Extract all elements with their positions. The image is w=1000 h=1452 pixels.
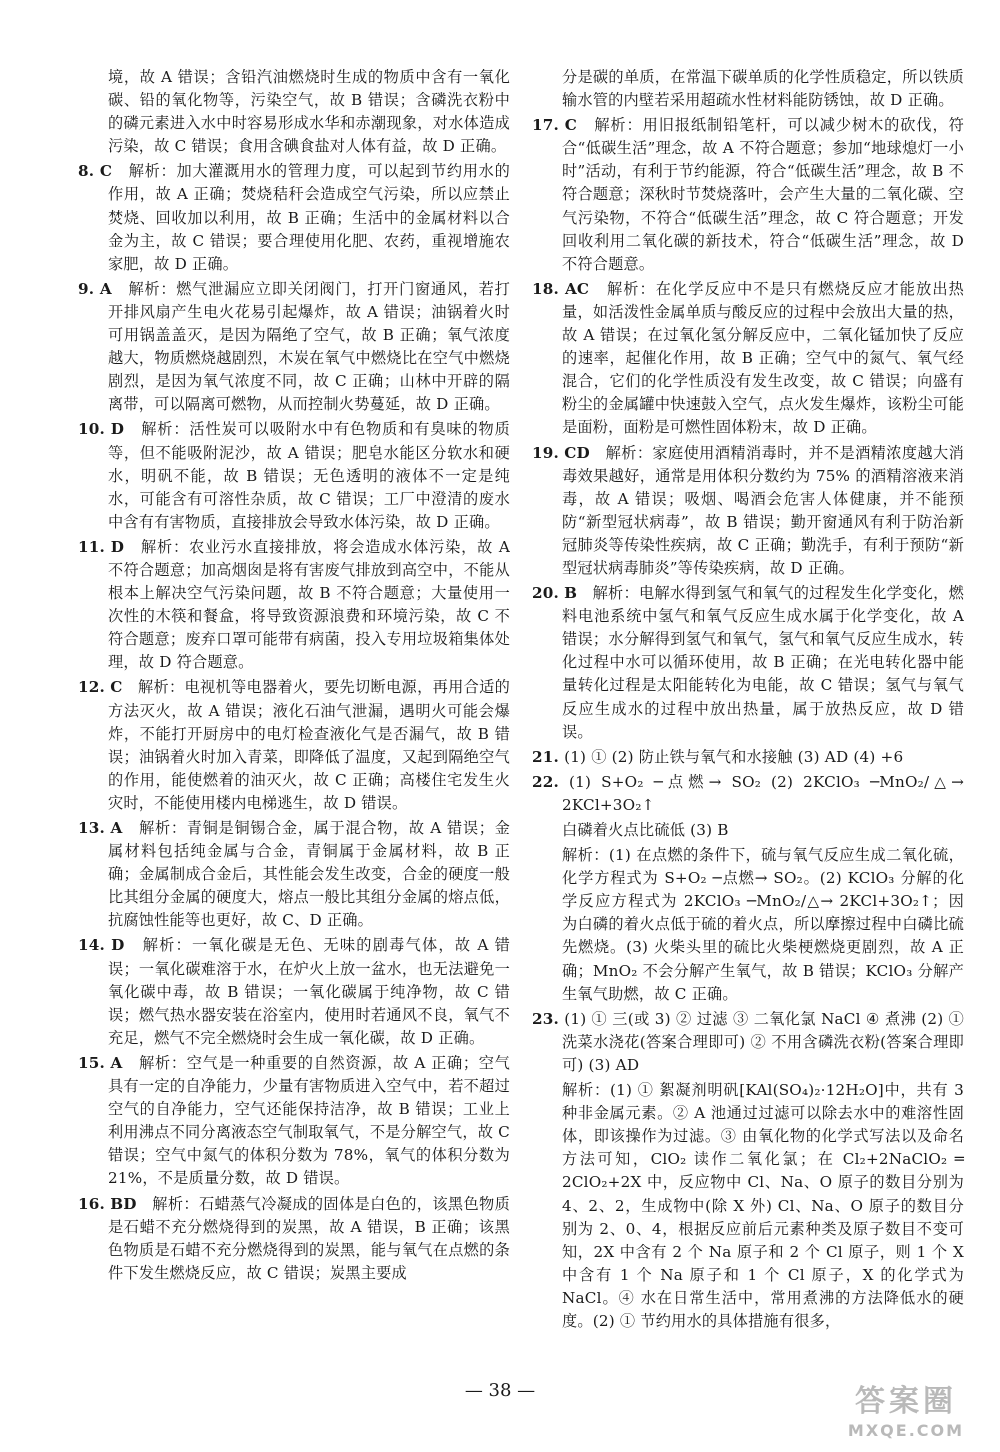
answer-text: 解析：电解水得到氢气和氧气的过程发生化学变化，燃料电池系统中氢气和氧气反应生成水属于化学变化，故 A 错误；水分解得到氢气和氧气，氢气和氧气反应生成水，转化过程中水可以循环使用，故 B 正确；在光电转化器中能量转化过程是太阳能转化为电能，故 C 错误；氢气与氧气反应生成水的过程中放出热量，属于放热反应，故 D 错误。 bbox=[562, 584, 964, 741]
answer-item bbox=[532, 66, 964, 112]
page-number: — 38 — bbox=[464, 1380, 536, 1401]
answer-item bbox=[78, 160, 510, 275]
answer-text: 解析：加大灌溉用水的管理力度，可以起到节约用水的作用，故 A 正确；焚烧秸秆会造成空气污染，所以应禁止焚烧、回收加以利用，故 B 正确；生活中的金属材料以合金为主，故 C 错误；要合理使用化肥、农药，重视增施农家肥，故 D 正确。 bbox=[108, 162, 510, 273]
answer-text: 解析：石蜡蒸气冷凝成的固体是白色的，该黑色物质是石蜡不充分燃烧得到的炭黑，故 A 错误，B 正确；该黑色物质是石蜡不充分燃烧得到的炭黑，能与氧气在点燃的条件下发生燃烧反应，故 C 错误；炭黑主要成 bbox=[108, 1194, 510, 1282]
answer-text: 解析：电视机等电器着火，要先切断电源，再用合适的方法灭火，故 A 错误；液化石油气泄漏，遇明火可能会爆炸，不能打开厨房中的电灯检查液化气是否漏气，故 B 错误；油锅着火时加入青菜，即降低了温度，又起到隔绝空气的作用，能使燃着的油灭火，故 C 正确；高楼住宅发生火灾时，不能使用楼内电梯逃生，故 D 错误。 bbox=[108, 678, 510, 812]
answer-choice: C bbox=[564, 116, 578, 135]
right-column bbox=[532, 66, 964, 1335]
answer-item bbox=[78, 934, 510, 1049]
question-number: 13. bbox=[78, 819, 106, 837]
question-number: 19. bbox=[532, 443, 560, 462]
answer-text: 解析：燃气泄漏应立即关闭阀门，打开门窗通风，若打开排风扇产生电火花易引起爆炸，故 A 错误；油锅着火时可用锅盖盖灭，是因为隔绝了空气，故 B 正确；氧气浓度越大，物质燃烧越剧烈，木炭在氧气中燃烧比在空气中燃烧剧烈，是因为氧气浓度不同，故 C 正确；山林中开辟的隔离带，可以隔离可燃物，从而控制火势蔓延，故 D 正确。 bbox=[108, 279, 510, 414]
question-number: 21. bbox=[532, 747, 560, 766]
question-number: 10. bbox=[78, 420, 106, 439]
answer-choice: A bbox=[99, 279, 112, 298]
answer-text: 境，故 A 错误；含铅汽油燃烧时生成的物质中含有一氧化碳、铅的氧化物等，污染空气，故 B 错误；含磷洗衣粉中的磷元素进入水中时容易形成水华和赤潮现象，对水体造成污染，故 C 错误；食用含碘食盐对人体有益，故 D 正确。 bbox=[108, 68, 510, 156]
question-number: 11. bbox=[78, 537, 106, 556]
answer-choice: BD bbox=[110, 1194, 137, 1213]
answer-item bbox=[78, 1193, 510, 1285]
answer-choice: C bbox=[99, 162, 113, 181]
left-column bbox=[78, 66, 510, 1287]
answer-choice: B bbox=[564, 584, 578, 603]
answer-text: 解析：空气是一种重要的自然资源，故 A 正确；空气具有一定的自净能力，少量有害物质进入空气中，若不超过空气的自净能力，空气还能保持洁净，故 B 错误；工业上利用沸点不同分离液态空气制取氧气，不是分解空气，故 C 错误；空气中氮气的体积分数为 78%，氧气的体积分数为 21%，不是质量分数，故 D 错误。 bbox=[108, 1053, 510, 1188]
answer-text: 解析：用旧报纸制铅笔杆，可以减少树木的砍伐，符合“低碳生活”理念，故 A 不符合题意；参加“地球熄灯一小时”活动，有利于节约能源，符合“低碳生活”理念，故 B 不符合题意；深秋时节焚烧落叶，会产生大量的二氧化碳、空气污染物，不符合“低碳生活”理念，故 C 符合题意；开发回收利用二氧化碳的新技术，符合“低碳生活”理念，故 D 不符合题意。 bbox=[562, 116, 964, 273]
watermark-text: 答案圈 bbox=[855, 1384, 957, 1419]
question-number: 22. bbox=[532, 772, 560, 791]
answer-choice: D bbox=[110, 537, 125, 556]
question-number: 18. bbox=[532, 279, 560, 298]
analysis-text: 解析：(1) ① 絮凝剂明矾[KAl(SO₄)₂·12H₂O]中，共有 3 种非金属元素。② A 池通过过滤可以除去水中的难溶性固体，即该操作为过滤。③ 由氧化物的化学式写法以及命名方法可知，ClO₂ 读作二氧化氯；在 Cl₂+2NaClO₂ ═ 2ClO₂+2X 中，反应物中 Cl、Na、O 原子的数目分别为 4、2、2，生成物中(除 X 外) Cl、Na、O 原子的数目分别为 2、0、4，根据反应前后元素种类及原子数目不变可知，2X 中含有 2 个 Na 原子和 2 个 Cl 原子，则 1 个 X 中含有 1 个 Na 原子和 1 个 Cl 原子，X 的化学式为 NaCl。④ 水在日常生活中，常用煮沸的方法降低水的硬度。(2) ① 节约用水的具体措施有很多， bbox=[562, 1081, 964, 1330]
answer-item bbox=[78, 817, 510, 932]
answer-choice: A bbox=[110, 819, 123, 837]
answer-text: (1) ① (2) 防止铁与氧气和水接触 (3) AD (4) +6 bbox=[564, 747, 904, 766]
answer-text: 解析：活性炭可以吸附水中有色物质和有臭味的物质等，但不能吸附泥沙，故 A 错误；肥皂水能区分软水和硬水，明矾不能，故 B 错误；无色透明的液体不一定是纯水，可能含有可溶性杂质，故 C 错误；工厂中澄清的废水中含有有害物质，直接排放会导致水体污染，故 D 正确。 bbox=[108, 420, 510, 531]
answer-text: 解析：在化学反应中不是只有燃烧反应才能放出热量，如活泼性金属单质与酸反应的过程中会放出大量的热，故 A 错误；在过氧化氢分解反应中，二氧化锰加快了反应的速率，起催化作用，故 B 正确；空气中的氮气、氧气经混合，它们的化学性质没有发生改变，故 C 错误；向盛有粉尘的金属罐中快速鼓入空气，点火发生爆炸，该粉尘可能是面粉，面粉是可燃性固体粉末，故 D 正确。 bbox=[562, 279, 964, 437]
answer-item bbox=[78, 676, 510, 815]
answer-choice: A bbox=[110, 1053, 123, 1072]
question-number: 12. bbox=[78, 678, 106, 697]
answer-continuation: 白磷着火点比硫低 (3) B bbox=[562, 821, 729, 839]
answer-item bbox=[532, 442, 964, 581]
answer-equations: (1) S+O₂ ─点燃→ SO₂ (2) 2KClO₃ ─MnO₂/△→ 2KCl+3O₂↑ bbox=[562, 772, 965, 814]
answer-item bbox=[78, 278, 510, 417]
answer-text: 分是碳的单质，在常温下碳单质的化学性质稳定，所以铁质输水管的内壁若采用超疏水性材料能防锈蚀，故 D 正确。 bbox=[562, 68, 964, 110]
answer-item bbox=[78, 418, 510, 533]
answer-choice: C bbox=[110, 678, 123, 697]
answer-item bbox=[532, 278, 964, 440]
answer-choice: D bbox=[110, 420, 125, 439]
answer-item bbox=[78, 1052, 510, 1191]
question-number: 23. bbox=[532, 1009, 560, 1028]
answer-item-23 bbox=[532, 1008, 964, 1077]
answer-text: (1) ① 三(或 3) ② 过滤 ③ 二氧化氯 NaCl ④ 煮沸 (2) ① 洗菜水浇花(答案合理即可) ② 不用含磷洗衣粉(答案合理即可) (3) AD bbox=[562, 1009, 964, 1074]
answer-text: 解析：青铜是铜锡合金，属于混合物，故 A 错误；金属材料包括纯金属与合金，青铜属于金属材料，故 B 正确；金属制成合金后，其性能会发生改变，合金的硬度一般比其组分金属的硬度大，熔点一般比其组分金属的熔点低，抗腐蚀性能等也更好，故 C、D 正确。 bbox=[108, 819, 510, 930]
answer-item bbox=[532, 582, 964, 744]
question-number: 20. bbox=[532, 584, 560, 603]
answer-item bbox=[78, 66, 510, 158]
answer-item-22 bbox=[532, 771, 964, 817]
answer-item bbox=[532, 114, 964, 276]
watermark-logo bbox=[826, 1384, 986, 1450]
question-number: 8. bbox=[78, 162, 95, 181]
answer-choice: AC bbox=[564, 279, 590, 298]
question-number: 15. bbox=[78, 1053, 106, 1072]
answer-choice: D bbox=[111, 936, 125, 955]
answer-choice: CD bbox=[564, 443, 590, 462]
question-number: 16. bbox=[78, 1194, 106, 1213]
question-number: 17. bbox=[532, 116, 560, 135]
analysis-text: 解析：(1) 在点燃的条件下，硫与氧气反应生成二氧化硫，化学方程式为 S+O₂ ─点燃→ SO₂。(2) KClO₃ 分解的化学反应方程式为 2KClO₃ ─MnO₂/△→ 2KCl+3O₂↑；因为白磷的着火点低于硫的着火点，所以摩擦过程中白磷比硫先燃烧。(3) 火柴头里的硫比火柴梗燃烧更剧烈，故 A 正确；MnO₂ 不会分解产生氧气，故 B 错误；KClO₃ 分解产生氧气助燃，故 C 正确。 bbox=[562, 846, 964, 1003]
watermark-url: MXQE.COM bbox=[847, 1421, 965, 1440]
answer-text: 解析：家庭使用酒精消毒时，并不是酒精浓度越大消毒效果越好，通常是用体积分数约为 75% 的酒精溶液来消毒，故 A 错误；吸烟、喝酒会危害人体健康，并不能预防“新型冠状病毒”，故 B 错误；勤开窗通风有利于防治新冠肺炎等传染性疾病，故 C 正确；勤洗手，有利于预防“新型冠状病毒肺炎”等传染疾病，故 D 正确。 bbox=[562, 443, 964, 577]
question-number: 9. bbox=[78, 279, 95, 298]
answer-item bbox=[78, 536, 510, 675]
question-number: 14. bbox=[78, 936, 106, 955]
answer-item-21 bbox=[532, 746, 964, 769]
answer-text: 解析：一氧化碳是无色、无味的剧毒气体，故 A 错误；一氧化碳难溶于水，在炉火上放一盆水，也无法避免一氧化碳中毒，故 B 错误；一氧化碳属于纯净物，故 C 错误；燃气热水器安装在浴室内，使用时若通风不良，氧气不充足，燃气不完全燃烧时会生成一氧化碳，故 D 正确。 bbox=[108, 936, 510, 1047]
answer-text: 解析：农业污水直接排放，将会造成水体污染，故 A 不符合题意；加高烟囱是将有害废气排放到高空中，不能从根本上解决空气污染问题，故 B 不符合题意；大量使用一次性的木筷和餐盒，将导致资源浪费和环境污染，故 C 不符合题意；废弃口罩可能带有病菌，投入专用垃圾箱集体处理，故 D 符合题意。 bbox=[108, 537, 510, 672]
